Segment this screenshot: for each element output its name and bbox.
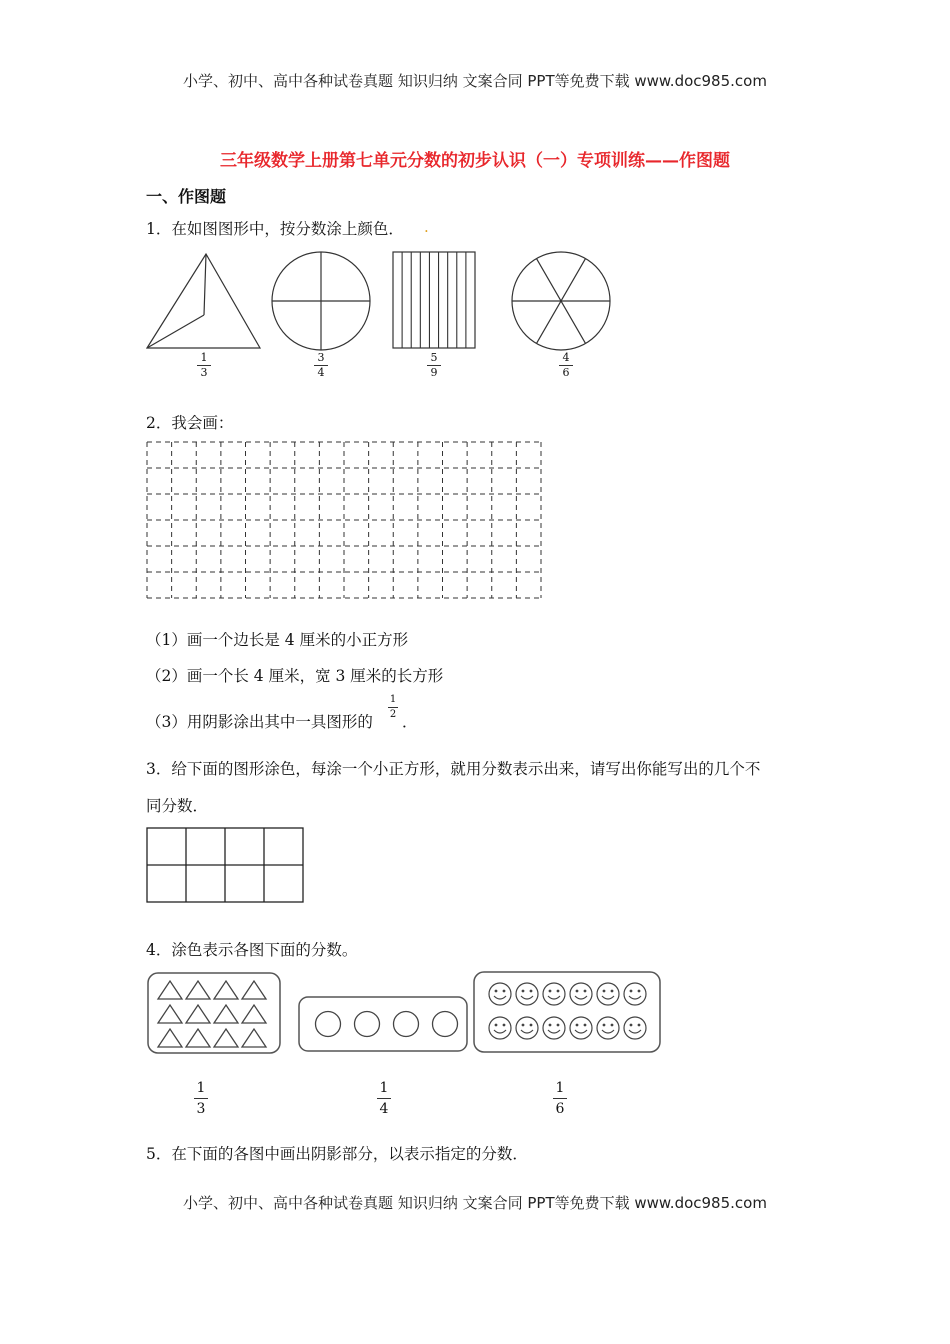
q4-fraction-1: 1 3 — [189, 1080, 213, 1117]
question-5-text: 5．在下面的各图中画出阴影部分，以表示指定的分数． — [146, 1145, 528, 1163]
circle-shape — [316, 1012, 341, 1037]
triangle-shape — [186, 1029, 210, 1047]
triangle-shape — [214, 1005, 238, 1023]
triangles-box-figure — [146, 971, 282, 1055]
smiley-face — [624, 1017, 646, 1039]
triangle-shape — [158, 981, 182, 999]
q1-fraction-3: 5 9 — [424, 352, 444, 379]
smiley-face — [597, 983, 619, 1005]
q4-fraction-2: 1 4 — [372, 1080, 396, 1117]
question-2-sub-1: （1）画一个边长是 4 厘米的小正方形 — [146, 631, 409, 649]
triangle-shape — [242, 1005, 266, 1023]
circle-sixths-figure — [510, 250, 612, 352]
q1-fraction-2: 3 4 — [311, 352, 331, 379]
question-1-text: 1．在如图图形中，按分数涂上颜色． — [146, 220, 404, 238]
q1-fraction-1: 1 3 — [194, 352, 214, 379]
smileys-box-figure — [472, 970, 662, 1054]
circle-shape — [355, 1012, 380, 1037]
dashed-grid-figure — [146, 441, 542, 599]
smiley-face — [543, 1017, 565, 1039]
smiley-face — [543, 983, 565, 1005]
decorative-dot: . — [424, 218, 429, 236]
triangle-figure — [146, 252, 262, 350]
circle-shape — [394, 1012, 419, 1037]
q4-fraction-3: 1 6 — [548, 1080, 572, 1117]
page-header: 小学、初中、高中各种试卷真题 知识归纳 文案合同 PPT等免费下载 www.doc985.com — [183, 72, 767, 90]
rect-grid-figure — [146, 827, 306, 904]
smiley-face — [597, 1017, 619, 1039]
smiley-face — [489, 983, 511, 1005]
smiley-face — [570, 1017, 592, 1039]
smiley-face — [516, 983, 538, 1005]
circle-shape — [433, 1012, 458, 1037]
triangle-shape — [158, 1005, 182, 1023]
circle-quarters-figure — [270, 250, 372, 352]
smiley-face — [489, 1017, 511, 1039]
page-title: 三年级数学上册第七单元分数的初步认识（一）专项训练——作图题 — [220, 151, 730, 171]
q1-fraction-4: 4 6 — [556, 352, 576, 379]
page-footer: 小学、初中、高中各种试卷真题 知识归纳 文案合同 PPT等免费下载 www.doc985.com — [183, 1194, 767, 1212]
circles-box-figure — [297, 995, 469, 1053]
triangle-shape — [214, 981, 238, 999]
question-2-text: 2．我会画： — [146, 414, 234, 432]
smiley-face — [624, 983, 646, 1005]
q2-sub-3-end: ． — [402, 713, 418, 731]
triangle-shape — [158, 1029, 182, 1047]
section-heading: 一、作图题 — [146, 187, 227, 206]
q2-fraction-half: 1 2 — [389, 694, 397, 720]
triangle-shape — [242, 981, 266, 999]
question-3-line-2: 同分数． — [146, 797, 209, 815]
triangle-shape — [186, 1005, 210, 1023]
smiley-face — [570, 983, 592, 1005]
triangle-shape — [214, 1029, 238, 1047]
question-4-text: 4．涂色表示各图下面的分数。 — [146, 941, 358, 959]
striped-square-figure — [392, 251, 476, 349]
question-2-sub-3: （3）用阴影涂出其中一具图形的 — [146, 713, 373, 731]
triangle-shape — [242, 1029, 266, 1047]
question-2-sub-2: （2）画一个长 4 厘米，宽 3 厘米的长方形 — [146, 667, 444, 685]
triangle-shape — [186, 981, 210, 999]
question-3-line-1: 3．给下面的图形涂色，每涂一个小正方形，就用分数表示出来，请写出你能写出的几个不 — [146, 760, 761, 778]
smiley-face — [516, 1017, 538, 1039]
